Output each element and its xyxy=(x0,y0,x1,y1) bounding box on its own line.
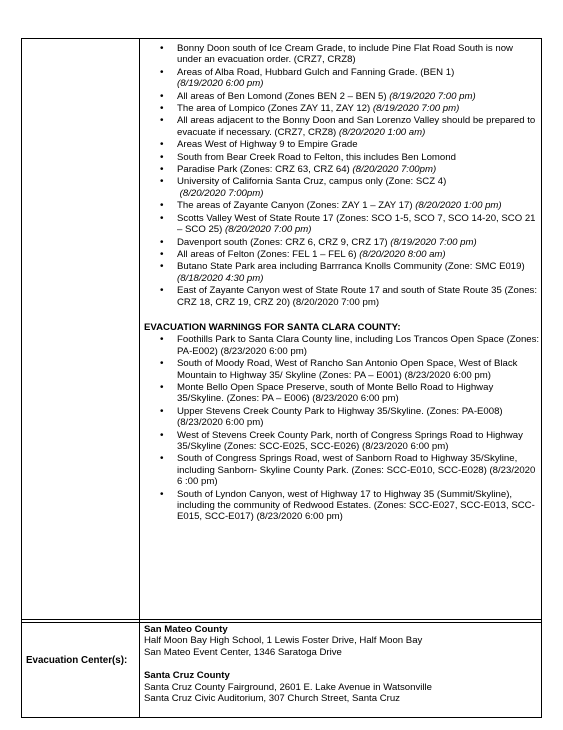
list-item: • South of Lyndon Canyon, west of Highway 17 to Highway 35 (Summit/Skyline), including the community of Redwood Estates. (Zones: SCC-E027, SCC-E013, SCC-E015, SCC-E017) (8/23/2020 6:00 pm) xyxy=(144,489,540,523)
list-item: • The area of Lompico (Zones ZAY 11, ZAY 12) (8/19/2020 7:00 pm) xyxy=(144,103,540,114)
list-item: • All areas of Felton (Zones: FEL 1 – FEL 6) (8/20/2020 8:00 am) xyxy=(144,249,540,260)
list-item: • Areas of Alba Road, Hubbard Gulch and Fanning Grade. (BEN 1) (8/19/2020 6:00 pm) xyxy=(144,67,540,90)
list-item: • Upper Stevens Creek County Park to Highway 35/Skyline. (Zones: PA-E008) (8/23/2020 6:00 pm) xyxy=(144,406,540,429)
evacuation-table xyxy=(21,38,542,718)
list-item: • Davenport south (Zones: CRZ 6, CRZ 9, CRZ 17) (8/19/2020 7:00 pm) xyxy=(144,237,540,248)
list-item: • Monte Bello Open Space Preserve, south of Monte Bello Road to Highway 35/Skyline. (Zones: PA – E006) (8/23/2020 6:00 pm) xyxy=(144,382,540,405)
list-item: • All areas of Ben Lomond (Zones BEN 2 – BEN 5) (8/19/2020 7:00 pm) xyxy=(144,91,540,102)
evacuation-orders-cell xyxy=(144,43,540,524)
center-line: Half Moon Bay High School, 1 Lewis Foster Drive, Half Moon Bay xyxy=(144,635,423,647)
list-item: • South of Congress Springs Road, west of Sanborn Road to Highway 35/Skyline, including Sanborn- Skyline County Park. (Zones: SCC-E010, SCC-E028) (8/23/2020 6 :00 pm) xyxy=(144,453,540,487)
list-item: • The areas of Zayante Canyon (Zones: ZAY 1 – ZAY 17) (8/20/2020 1:00 pm) xyxy=(144,200,540,211)
center-line: San Mateo Event Center, 1346 Saratoga Drive xyxy=(144,646,342,658)
santa-cruz-county-heading: Santa Cruz County xyxy=(144,670,230,682)
list-item: • Butano State Park area including Barrranca Knolls Community (Zone: SMC E019) (8/18/2020 4:30 pm) xyxy=(144,261,540,284)
list-item: • South of Moody Road, West of Rancho San Antonio Open Space, West of Black Mountain to Highway 35/ Skyline (Zones: PA – E001) (8/23/2020 6:00 pm) xyxy=(144,358,540,381)
san-mateo-county-heading: San Mateo County xyxy=(144,624,228,635)
row-divider xyxy=(22,619,541,620)
evacuation-centers-label: Evacuation Center(s): xyxy=(26,655,128,666)
list-item: • West of Stevens Creek County Park, north of Congress Springs Road to Highway 35/Skyline (Zones: SCC-E025, SCC-E026) (8/23/2020 6:00 pm) xyxy=(144,430,540,453)
list-item: • Foothills Park to Santa Clara County line, including Los Trancos Open Space (Zones: PA-E002) (8/23/2020 6:00 pm) xyxy=(144,334,540,357)
list-item: • University of California Santa Cruz, campus only (Zone: SCZ 4) (8/20/2020 7:00pm) xyxy=(144,176,540,199)
row-divider-double xyxy=(22,622,541,623)
santa-clara-warnings-title: EVACUATION WARNINGS FOR SANTA CLARA COUNTY: xyxy=(144,321,401,333)
list-item: • East of Zayante Canyon west of State Route 17 and south of State Route 35 (Zones: CRZ 18, CRZ 19, CRZ 20) (8/20/2020 7:00 pm) xyxy=(144,285,540,308)
evacuation-centers-cell xyxy=(144,624,540,704)
list-item: • Bonny Doon south of Ice Cream Grade, to include Pine Flat Road South is now under an evacuation order. (CRZ7, CRZ8) xyxy=(144,43,540,66)
list-item: • Areas West of Highway 9 to Empire Grade xyxy=(144,139,540,150)
center-line: Santa Cruz County Fairground, 2601 E. Lake Avenue in Watsonville xyxy=(144,681,432,693)
list-item: • All areas adjacent to the Bonny Doon and San Lorenzo Valley should be prepared to evacuate if necessary. (CRZ7, CRZ8) (8/20/2020 1:00 am) xyxy=(144,115,540,138)
list-item: • Scotts Valley West of State Route 17 (Zones: SCO 1-5, SCO 7, SCO 14-20, SCO 21 – SCO 25) (8/20/2020 7:00 pm) xyxy=(144,213,540,236)
santa-clara-warning-list xyxy=(144,334,540,523)
evacuation-order-list xyxy=(144,43,540,308)
column-divider xyxy=(139,39,140,717)
list-item: • Paradise Park (Zones: CRZ 63, CRZ 64) (8/20/2020 7:00pm) xyxy=(144,164,540,175)
center-line: Santa Cruz Civic Auditorium, 307 Church Street, Santa Cruz xyxy=(144,693,400,705)
list-item: • South from Bear Creek Road to Felton, this includes Ben Lomond xyxy=(144,152,540,163)
